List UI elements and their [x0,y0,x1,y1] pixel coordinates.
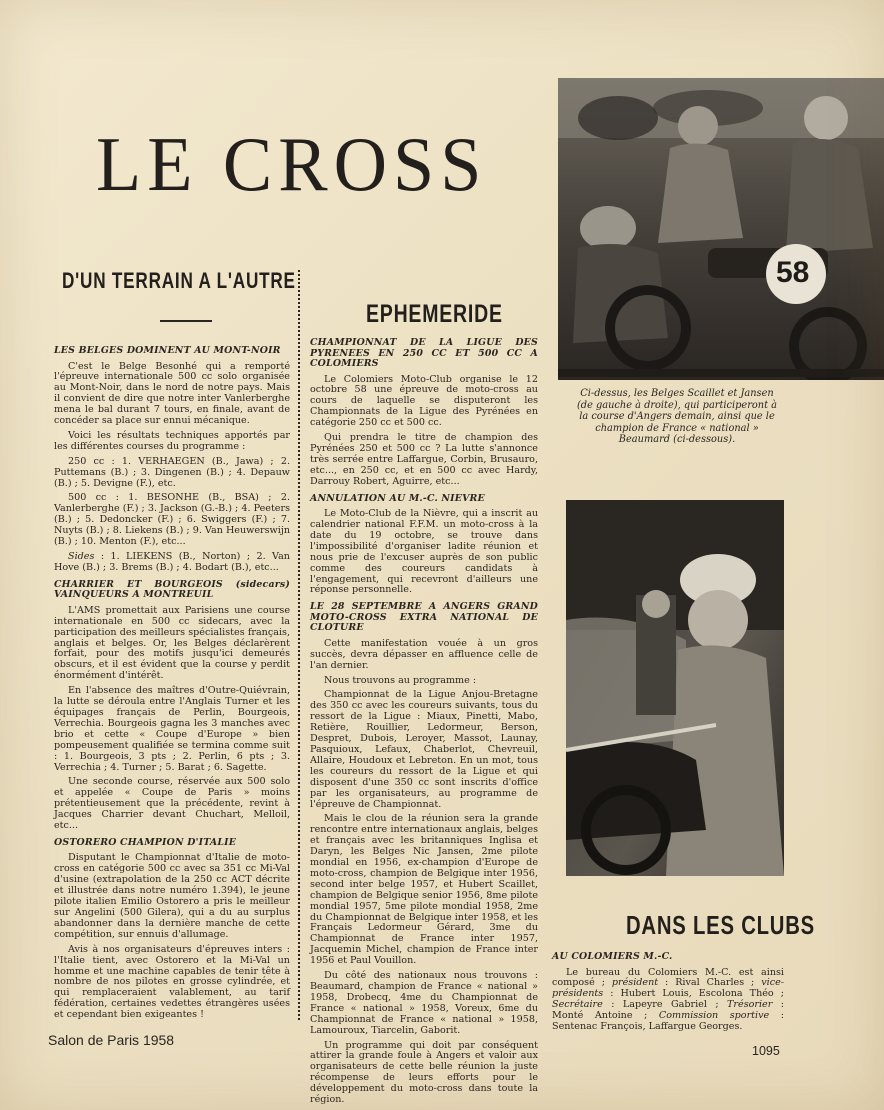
results-250: 250 cc : 1. VERHAEGEN (B., Jawa) ; 2. Puttemans (B.) ; 3. Dingenen (B.) ; 4. Depauw (B.) ; 5. Devigne (F.), etc. [54,455,290,489]
paragraph: C'est le Belge Besonhé qui a remporté l'épreuve internationale 500 cc solo organisée au Mont-Noir, dans le nord de notre pays. Mais il convient de dire que notre inter Vanlerberghe mena le bal durant 7 tours, en finale, avant de concéder sa place sur ennui mécanique. [54,360,290,427]
middle-column-title: EPHEMERIDE [366,300,503,328]
paragraph: Le Colomiers Moto-Club organise le 12 octobre 58 une épreuve de moto-cross au cours de laquelle se disputeront les Championnats de la Ligue des Pyrénées en catégorie 250 cc et 500 cc. [310,373,538,429]
role-label: président [611,977,659,989]
photo-riders-scaillet-jansen [558,78,884,380]
text-run: : Rival Charles ; [658,977,762,989]
section-heading: CHARRIER ET BOURGEOIS (sidecars) VAINQUEURS A MONTREUIL [54,578,290,601]
column-divider [298,270,300,1020]
role-label: Commission sportive [658,1010,770,1022]
masthead-title: LE CROSS [96,121,488,209]
section-heading: CHAMPIONNAT DE LA LIGUE DES PYRENEES EN 250 CC ET 500 CC A COLOMIERS [310,337,538,369]
paragraph: Mais le clou de la réunion sera la grande rencontre entre internationaux anglais, belges et français avec les britanniques Inglisa et Daryn, les Belges Nic Jansen, 2me pilote mondial en 1956, ex-champion d'Europe de moto-cross, champion de Belgique inter 1956, second inter belge 1957, et Hubert Scaillet, champion de Belgique senior 1956, 8me pilote mondial 1957, 5me pilote mondial 1958, 2me du Championnat de Belgique inter 1958, et les Français Ledormeur Gérard, 3me du Championnat de France inter 1957, Jacquemin Michel, champion de France inter 1956 et Paul Vouillon. [310,813,538,967]
section-heading: OSTORERO CHAMPION D'ITALIE [54,836,237,848]
text-run: Le bureau du Colomiers M.-C. est ainsi composé ; [552,966,784,989]
paragraph: L'AMS promettait aux Parisiens une course internationale en 500 cc sidecars, avec la participation des meilleurs spécialistes français, anglais et belges. Or, les Belges déclarèrent forfait, pour des motifs jusqu'ici demeurés obscurs, et il est évident que la course y perdit énormément d'intérêt. [54,604,290,682]
sides-results: : 1. LIEKENS (B., Norton) ; 2. Van Hove (B.) ; 3. Brems (B.) ; 4. Bodart (B.), etc... [54,551,290,573]
paragraph: Championnat de la Ligue Anjou-Bretagne des 350 cc avec les coureurs suivants, tous du ressort de la Ligue : Miaux, Pinetti, Mabo, Retière, Rouillier, Ledormeur, Berson, Despret, Dubois, Leroyer, Massot, Launay, Pasquioux, Lefaux, Chaberlot, Chevreuil, Allaire, Houdoux et Lebreton. En un mot, tous les coureurs du ressort de la Ligue et qui disposent d'une 350 cc sont inscrits d'office par les organisateurs, au programme de l'épreuve de Championnat. [310,689,538,810]
paragraph: Disputant le Championnat d'Italie de moto-cross en catégorie 500 cc avec sa 351 cc Mi-Val d'usine (extrapolation de la 250 cc ACT décrite et illustrée dans notre numéro 1.394), le jeune pilote italien Emilio Ostorero a pris le meilleur sur Angelini (500 Gilera), qui a du au surplus abandonner dans la dernière manche de cette compétition, sur ennuis d'allumage. [54,852,290,940]
right-column [552,946,784,1037]
photo-caption: Ci-dessus, les Belges Scaillet et Jansen (de gauche à droite), qui participeront à la course d'Angers demain, ainsi que le champion de France « national » Beaumard (ci-dessous). [576,388,778,446]
paragraph: Du côté des nationaux nous trouvons : Beaumard, champion de France « national » 1958, Drobecq, 4me du Championnat de France « national » 1958, Voreux, 6me du Championnat de France « national » 1958, Lamouroux, Tiarcelin, Gaborit. [310,970,538,1036]
section-heading: LE 28 SEPTEMBRE A ANGERS GRAND MOTO-CROSS EXTRA NATIONAL DE CLOTURE [310,601,538,634]
paragraph: En l'absence des maîtres d'Outre-Quiévrain, la lutte se déroula entre l'Anglais Turner et les équipages français de Perlin, Bourgeois, Verrechia. Bourgeois gagna les 3 manches avec brio et cette « Coupe d'Europe » bien pompeusement qualifiée se termina comme suit : 1. Bourgeois, 3 pts ; 2. Perlin, 6 pts ; 3. Verrechia ; 4. Turner ; 5. Barat ; 6. Sagette. [54,685,290,773]
paragraph: Une seconde course, réservée aux 500 solo et appelée « Coupe de Paris » moins prétentieusement que la précédente, revint à Jacques Charrier devant Chuchart, Melloil, etc... [54,776,290,832]
paragraph: Qui prendra le titre de champion des Pyrénées 250 et 500 cc ? La lutte s'annonce très serrée entre Laffargue, Corbin, Brusauro, etc..., en 250 cc, et en 500 cc avec Hardy, Darrouy Robert, Aguirre, etc... [310,432,538,487]
text-run: : Sentenac François, Laffargue Georges. [552,1010,784,1033]
role-label: Trésorier [727,999,773,1011]
right-column-title: DANS LES CLUBS [626,910,815,940]
photo-rider-beaumard [566,500,784,876]
results-500: 500 cc : 1. BESONHE (B., BSA) ; 2. Vanlerberghe (F.) ; 3. Jackson (G.-B.) ; 4. Peeters (B.) ; 5. Dedoncker (F.) ; 6. Swiggers (F.) ; 7. Nuyts (B.) ; 8. Liekens (B.) ; 9. Van Heuwerswijn (B.) ; 10. Menton (F.), etc... [54,492,290,548]
club-board-paragraph [552,968,784,1033]
sides-label: Sides [68,551,95,562]
paragraph: Avis à nos organisateurs d'épreuves inters : l'Italie tient, avec Ostorero et la Mi-Val un homme et une machine capables de tenir tête à nombre de nos pilotes en grosse cylindrée, et qui remplaceraient valablement, au tarif fédération, certaines vedettes étrangères usées et cependant bien exigeantes ! [54,943,290,1021]
photo-illustration [558,78,884,380]
paragraph: Le Moto-Club de la Nièvre, qui a inscrit au calendrier national F.F.M. un moto-cross à la date du 19 octobre, se trouve dans l'impossibilité d'organiser ladite réunion et nous prie de l'excuser auprès de son public comme des coureurs candidats à l'engagement, qui recevront d'ailleurs une réponse personnelle. [310,508,538,596]
plate-number: 58 [776,256,810,289]
results-sides [54,552,290,574]
middle-column [310,332,538,1110]
role-label: Secrétaire [552,999,603,1011]
text-run: : Monté Antoine ; [552,999,784,1022]
paragraph: Un programme qui doit par conséquent attirer la grande foule à Angers et valoir aux organisateurs de cette belle réunion la juste récompense de leurs efforts pour le développement du moto-cross dans toute la région. [310,1039,538,1106]
photo-illustration [566,500,784,876]
paragraph: Cette manifestation vouée à un gros succès, devra dépasser en affluence celle de l'an dernier. [310,637,538,671]
left-column-title: D'UN TERRAIN A L'AUTRE [62,268,296,293]
text-run: : Hubert Louis, Escolona Théo ; [603,988,784,1000]
section-heading: LES BELGES DOMINENT AU MONT-NOIR [54,345,281,356]
page-number: 1095 [752,1044,780,1058]
section-heading: ANNULATION AU M.-C. NIEVRE [310,492,485,504]
text-run: : Lapeyre Gabriel ; [602,999,728,1011]
role-label: vice-présidents [552,977,784,1000]
section-heading: AU COLOMIERS M.-C. [552,951,673,962]
title-underline [160,320,212,322]
paragraph: Voici les résultats techniques apportés par les différentes courses du programme : [54,429,290,452]
footer-publication: Salon de Paris 1958 [48,1032,175,1048]
left-column [54,340,290,1025]
paragraph: Nous trouvons au programme : [324,674,477,686]
